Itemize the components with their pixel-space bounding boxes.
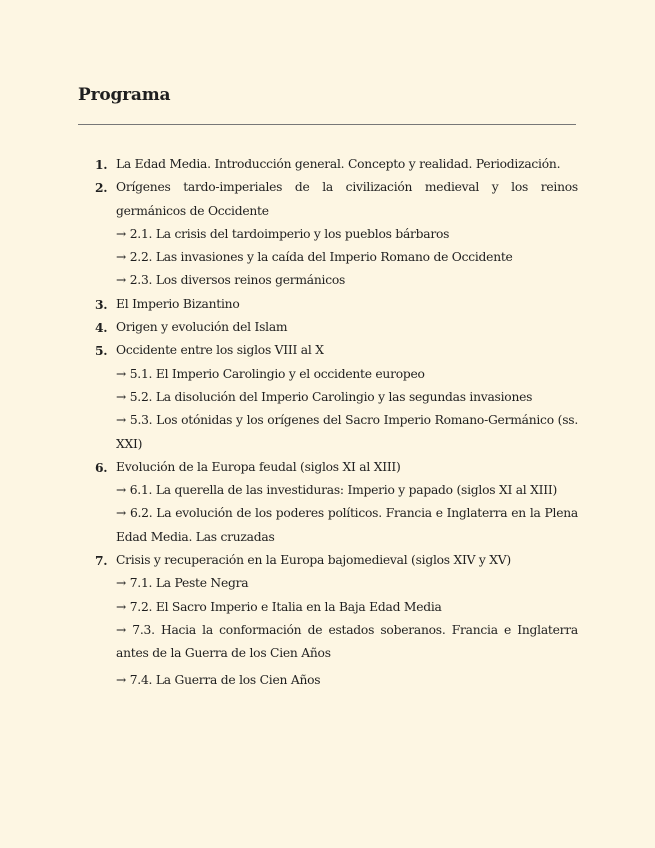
- subtopic-item: → 5.1. El Imperio Carolingio y el occidente europeo: [116, 366, 425, 381]
- subtopic-item: → 2.2. Las invasiones y la caída del Imperio Romano de Occidente: [116, 250, 513, 265]
- subtopic-item: → 7.4. La Guerra de los Cien Años: [116, 672, 321, 687]
- item-number: 7.: [95, 553, 108, 569]
- item-text: Crisis y recuperación en la Europa bajomedieval (siglos XIV y XV): [116, 553, 511, 568]
- subtopic-item: → 2.3. Los diversos reinos germánicos: [116, 273, 346, 288]
- subtopic-item: → 6.1. La querella de las investiduras: Imperio y papado (siglos XI al XIII): [116, 483, 558, 498]
- subtopic-list: [116, 223, 578, 293]
- item-number: 1.: [95, 157, 108, 172]
- subtopic-list: [116, 479, 578, 549]
- item-number: 4.: [95, 320, 108, 336]
- syllabus-item-4: [78, 316, 578, 339]
- syllabus-item-2: [78, 176, 578, 292]
- page-title: Programa: [78, 85, 171, 105]
- item-text: El Imperio Bizantino: [116, 296, 240, 311]
- syllabus-item-6: [78, 456, 578, 549]
- item-text: Occidente entre los siglos VIII al X: [116, 343, 324, 358]
- subtopic-item: → 7.3. Hacia la conformación de estados soberanos. Francia e Inglaterra antes de la Guerra de los Cien Años: [116, 622, 578, 661]
- syllabus-item-5: [78, 339, 578, 455]
- syllabus-item-1: [78, 153, 578, 176]
- subtopic-item: → 5.3. Los otónidas y los orígenes del Sacro Imperio Romano-Germánico (ss. XXI): [116, 413, 578, 451]
- item-text: Origen y evolución del Islam: [116, 320, 288, 335]
- subtopic-item: → 2.1. La crisis del tardoimperio y los pueblos bárbaros: [116, 226, 450, 241]
- item-number: 5.: [95, 343, 108, 359]
- title-divider: [78, 124, 576, 125]
- syllabus-page: [78, 82, 578, 692]
- syllabus-item-7: [78, 549, 578, 692]
- item-number: 2.: [95, 180, 108, 196]
- subtopic-item: → 6.2. La evolución de los poderes políticos. Francia e Inglaterra en la Plena Edad Media. Las cruzadas: [116, 506, 578, 544]
- subtopic-item: → 5.2. La disolución del Imperio Carolingio y las segundas invasiones: [116, 389, 533, 404]
- subtopic-item: → 7.2. El Sacro Imperio e Italia en la Baja Edad Media: [116, 599, 442, 614]
- syllabus-list: [78, 153, 578, 692]
- item-text: La Edad Media. Introducción general. Concepto y realidad. Periodización.: [116, 157, 561, 171]
- item-text: Orígenes tardo-imperiales de la civilización medieval y los reinos germánicos de Occidente: [116, 180, 578, 218]
- subtopic-list: [116, 363, 578, 456]
- item-number: 3.: [95, 296, 108, 312]
- subtopic-list: [116, 572, 578, 691]
- syllabus-item-3: [78, 293, 578, 316]
- subtopic-item: → 7.1. La Peste Negra: [116, 576, 249, 591]
- item-text: Evolución de la Europa feudal (siglos XI al XIII): [116, 459, 401, 474]
- item-number: 6.: [95, 459, 108, 475]
